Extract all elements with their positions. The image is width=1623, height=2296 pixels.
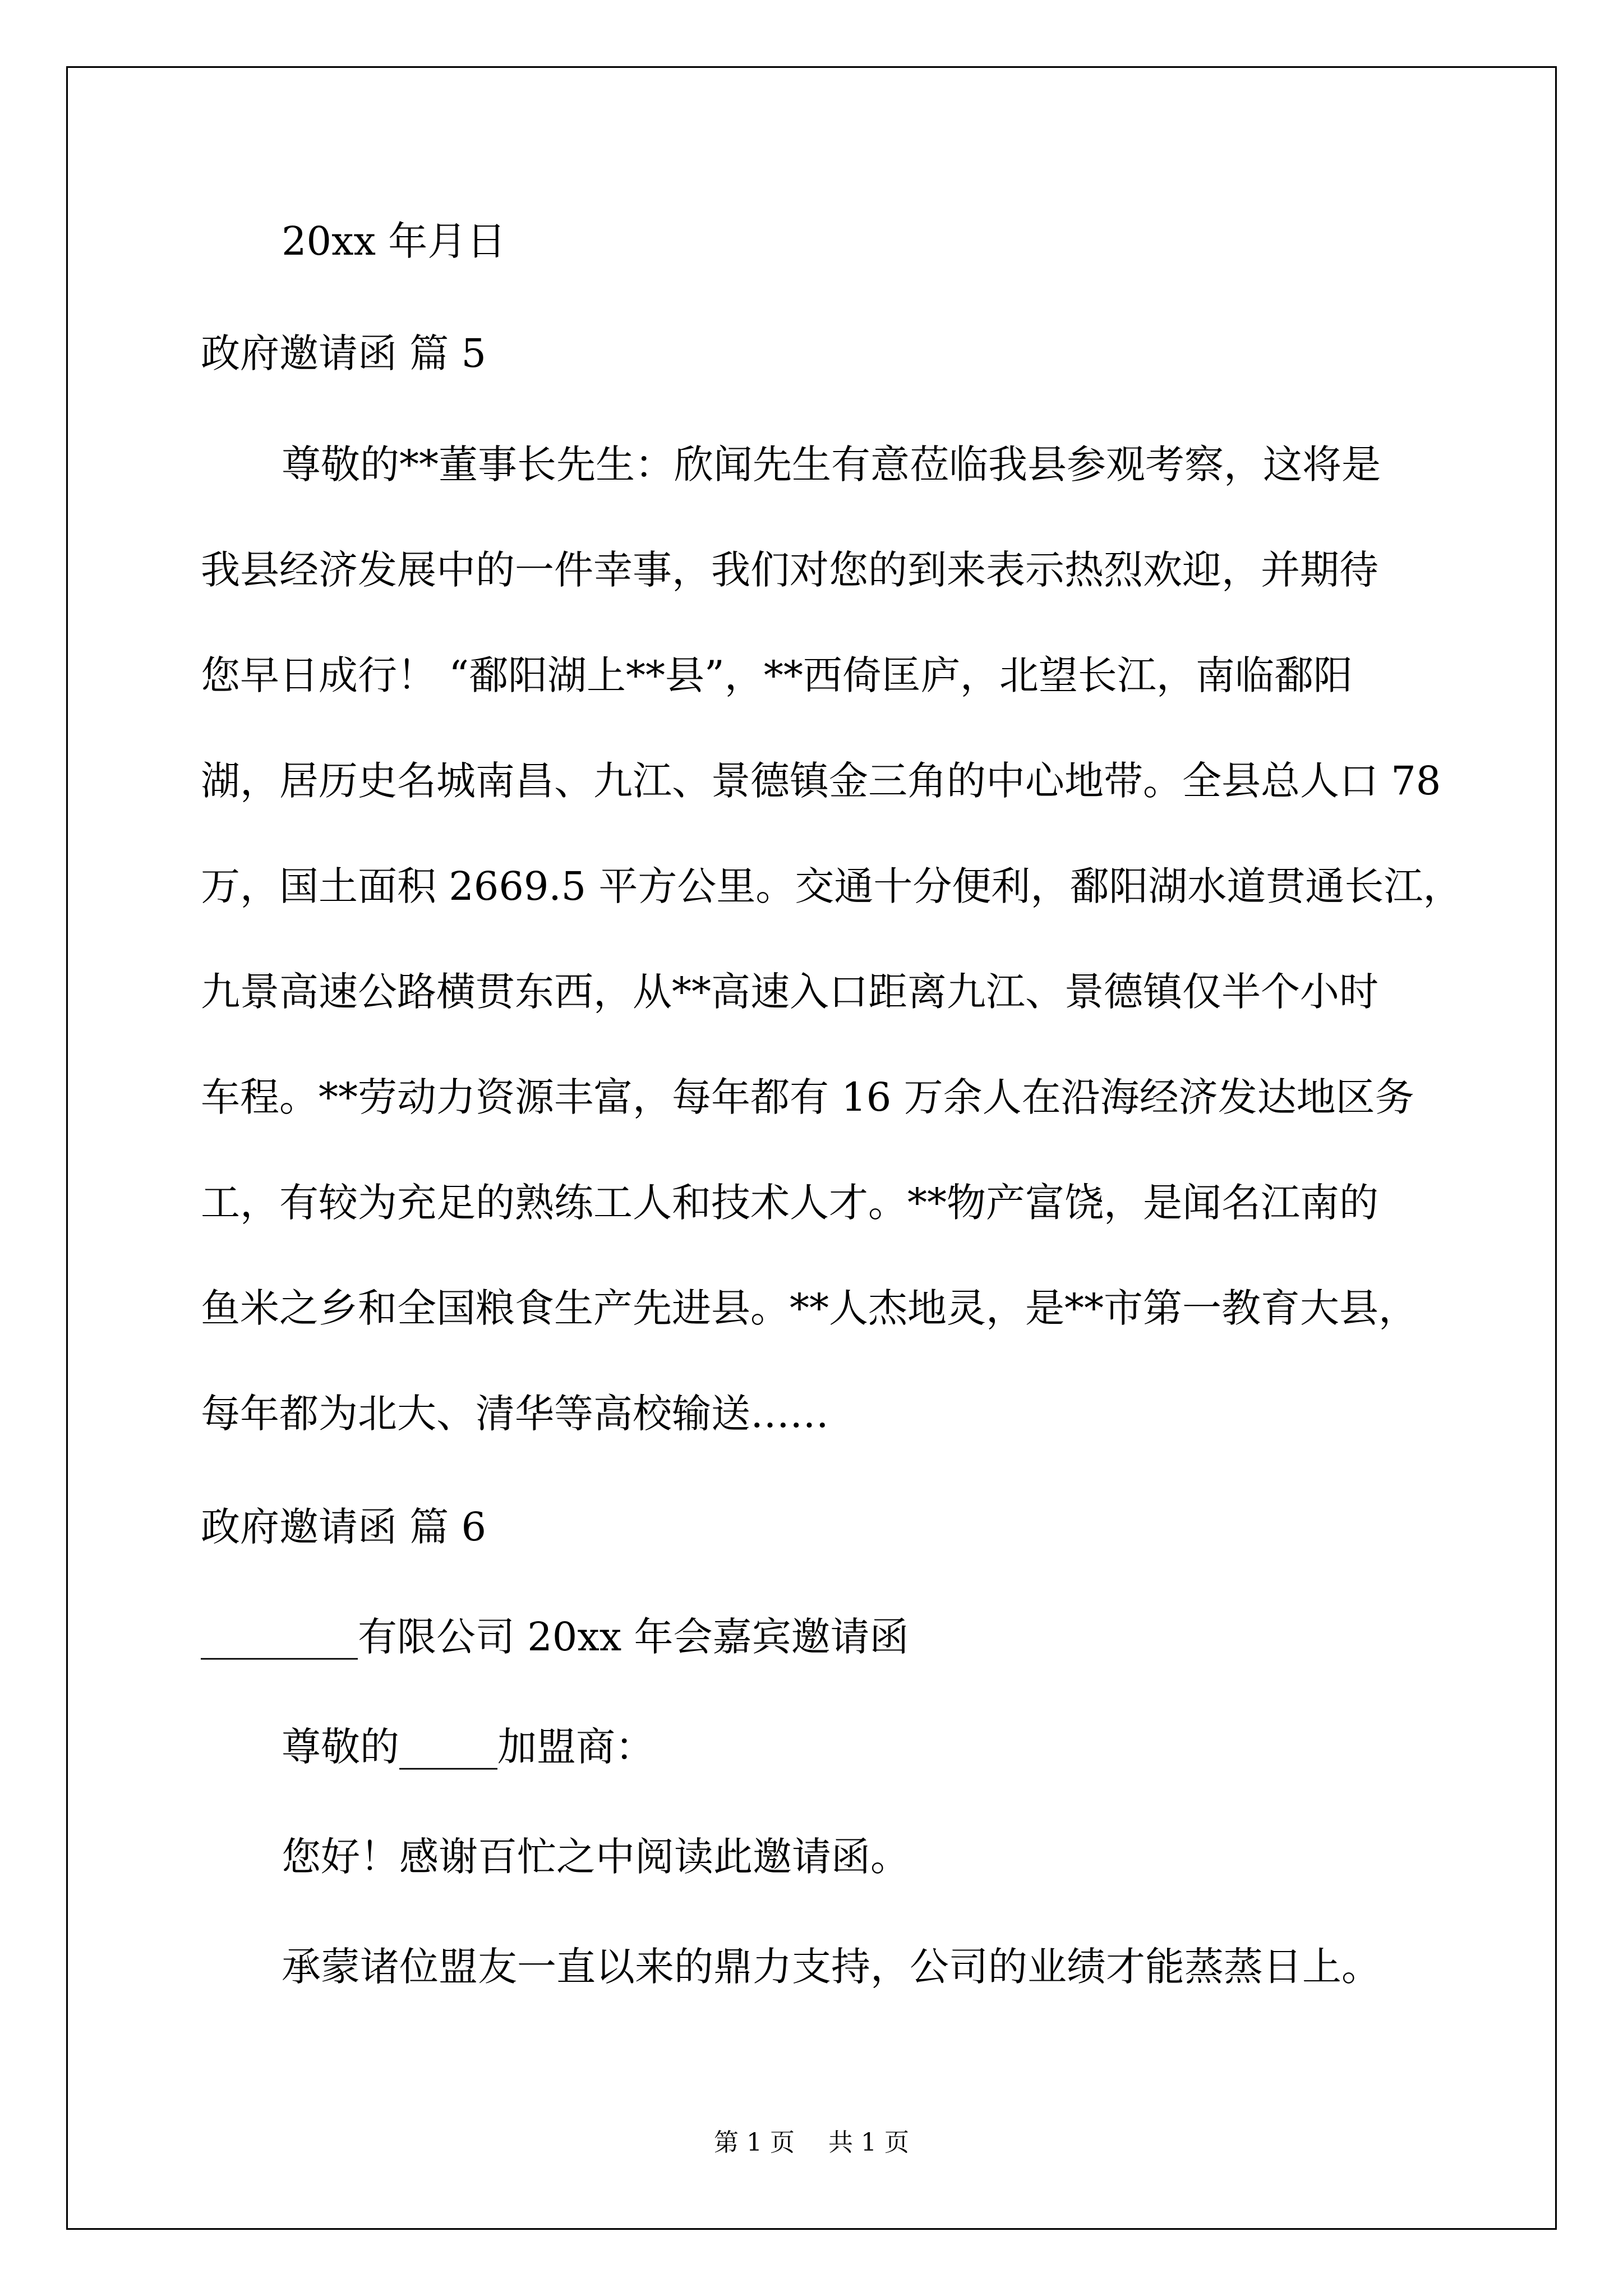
- body-line: 每年都为北大、清华等高校输送……: [201, 1391, 829, 1437]
- page-footer: [0, 2126, 1623, 2160]
- body-line: 我县经济发展中的一件幸事，我们对您的到来表示热烈欢迎，并期待: [201, 547, 1378, 593]
- body-line: 车程。**劳动力资源丰富，每年都有 16 万余人在沿海经济发达地区务: [201, 1074, 1414, 1120]
- page-total: 共 1 页: [828, 2128, 909, 2157]
- page-number: 第 1 页: [714, 2128, 795, 2157]
- body-line: 万，国土面积 2669.5 平方公里。交通十分便利，鄱阳湖水道贯通长江，: [201, 863, 1463, 909]
- body-line: 工，有较为充足的熟练工人和技术人才。**物产富饶，是闻名江南的: [201, 1180, 1378, 1226]
- company-title: ________有限公司 20xx 年会嘉宾邀请函: [201, 1614, 909, 1660]
- page-border: [66, 66, 1557, 2230]
- date-line: 20xx 年月日: [282, 218, 506, 264]
- salutation: 尊敬的_____加盟商：: [282, 1724, 654, 1770]
- body-line: 湖，居历史名城南昌、九江、景德镇金三角的中心地带。全县总人口 78: [201, 758, 1441, 804]
- body-line: 尊敬的**董事长先生：欣闻先生有意莅临我县参观考察，这将是: [282, 441, 1381, 487]
- body-line: 鱼米之乡和全国粮食生产先进县。**人杰地灵，是**市第一教育大县，: [201, 1285, 1418, 1331]
- closing-line: 承蒙诸位盟友一直以来的鼎力支持，公司的业绩才能蒸蒸日上。: [282, 1944, 1381, 1990]
- body-line: 您早日成行！ “鄱阳湖上**县”，**西倚匡庐，北望长江，南临鄱阳: [201, 652, 1353, 698]
- greeting-line: 您好！感谢百忙之中阅读此邀请函。: [282, 1834, 910, 1880]
- section-heading-5: 政府邀请函 篇 5: [201, 330, 487, 376]
- body-line: 九景高速公路横贯东西，从**高速入口距离九江、景德镇仅半个小时: [201, 969, 1378, 1015]
- section-heading-6: 政府邀请函 篇 6: [201, 1504, 487, 1550]
